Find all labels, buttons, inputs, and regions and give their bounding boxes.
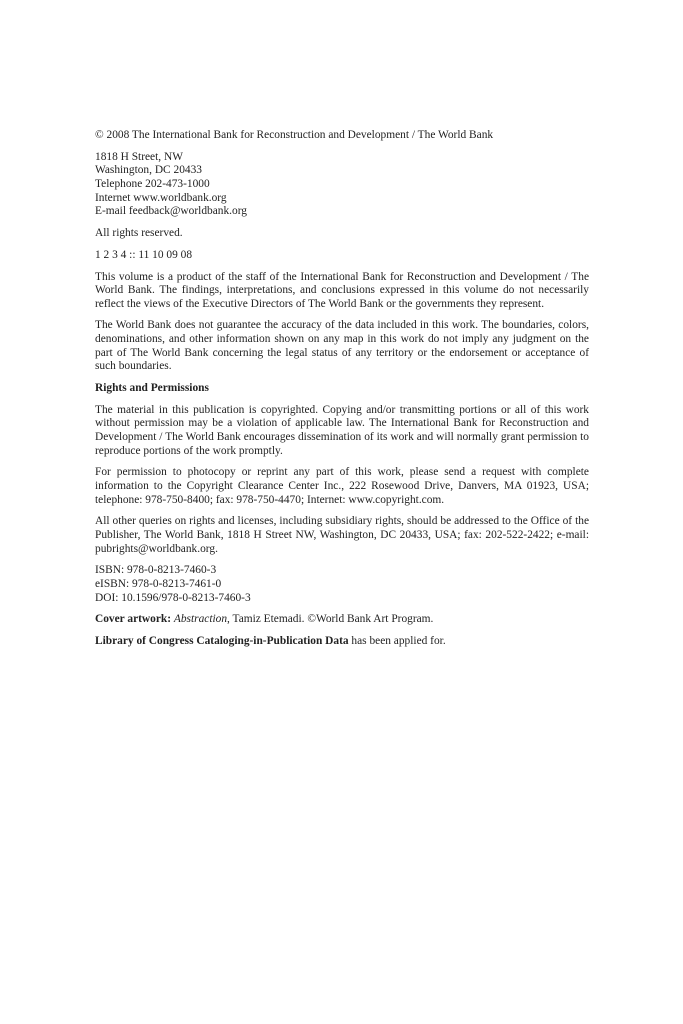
rights-reserved: All rights reserved.	[95, 226, 183, 239]
address-city: Washington, DC 20433	[95, 164, 202, 177]
rights-paragraph-2: For permission to photocopy or reprint any part of this work, please send a request with complete information to the Copyright Clearance Center Inc., 222 Rosewood Drive, Danvers, MA 01923, USA; telephone: 978-750-8400; fax: 978-750-4470; Internet: www.copyright.com.	[95, 466, 589, 506]
cip-label: Library of Congress Cataloging-in-Publication Data	[95, 635, 349, 648]
copyright-page	[95, 129, 589, 657]
publisher-address	[95, 151, 589, 219]
cip-line	[95, 635, 589, 649]
cover-artwork-credit	[95, 613, 589, 627]
address-internet: Internet www.worldbank.org	[95, 191, 227, 204]
cover-artwork-rest: , Tamiz Etemadi. ©World Bank Art Program.	[227, 613, 434, 626]
print-line: 1 2 3 4 :: 11 10 09 08	[95, 248, 193, 261]
cover-artwork-title: Abstraction	[173, 613, 228, 626]
eisbn: eISBN: 978-0-8213-7461-0	[95, 577, 222, 590]
rights-heading: Rights and Permissions	[95, 382, 209, 395]
address-email: E-mail feedback@worldbank.org	[95, 205, 247, 218]
isbn: ISBN: 978-0-8213-7460-3	[95, 564, 217, 577]
address-street: 1818 H Street, NW	[95, 150, 183, 163]
cip-rest: has been applied for.	[348, 635, 446, 648]
address-telephone: Telephone 202-473-1000	[95, 177, 210, 190]
identifiers-block	[95, 564, 589, 605]
rights-paragraph-3: All other queries on rights and licenses, including subsidiary rights, should be addressed to the Office of the Publisher, The World Bank, 1818 H Street NW, Washington, DC 20433, USA; fax: 202-522-2422; e-mail: pubrights@worldbank.org.	[95, 515, 589, 555]
disclaimer-paragraph-2: The World Bank does not guarantee the accuracy of the data included in this work. The boundaries, colors, denominations, and other information shown on any map in this work do not imply any judgment on the part of The World Bank concerning the legal status of any territory or the endorsement or acceptance of such boundaries.	[95, 319, 589, 373]
copyright-line: © 2008 The International Bank for Reconstruction and Development / The World Bank	[95, 129, 494, 141]
rights-paragraph-1: The material in this publication is copyrighted. Copying and/or transmitting portions or all of this work without permission may be a violation of applicable law. The International Bank for Reconstruction and Development / The World Bank encourages dissemination of its work and will normally grant permission to reproduce portions of the work promptly.	[95, 403, 589, 457]
cover-artwork-label: Cover artwork:	[95, 613, 172, 626]
disclaimer-paragraph-1: This volume is a product of the staff of the International Bank for Reconstruction and Development / The World Bank. The findings, interpretations, and conclusions expressed in this volume do not necessarily reflect the views of the Executive Directors of The World Bank or the governments they represent.	[95, 270, 589, 310]
doi: DOI: 10.1596/978-0-8213-7460-3	[95, 591, 251, 604]
